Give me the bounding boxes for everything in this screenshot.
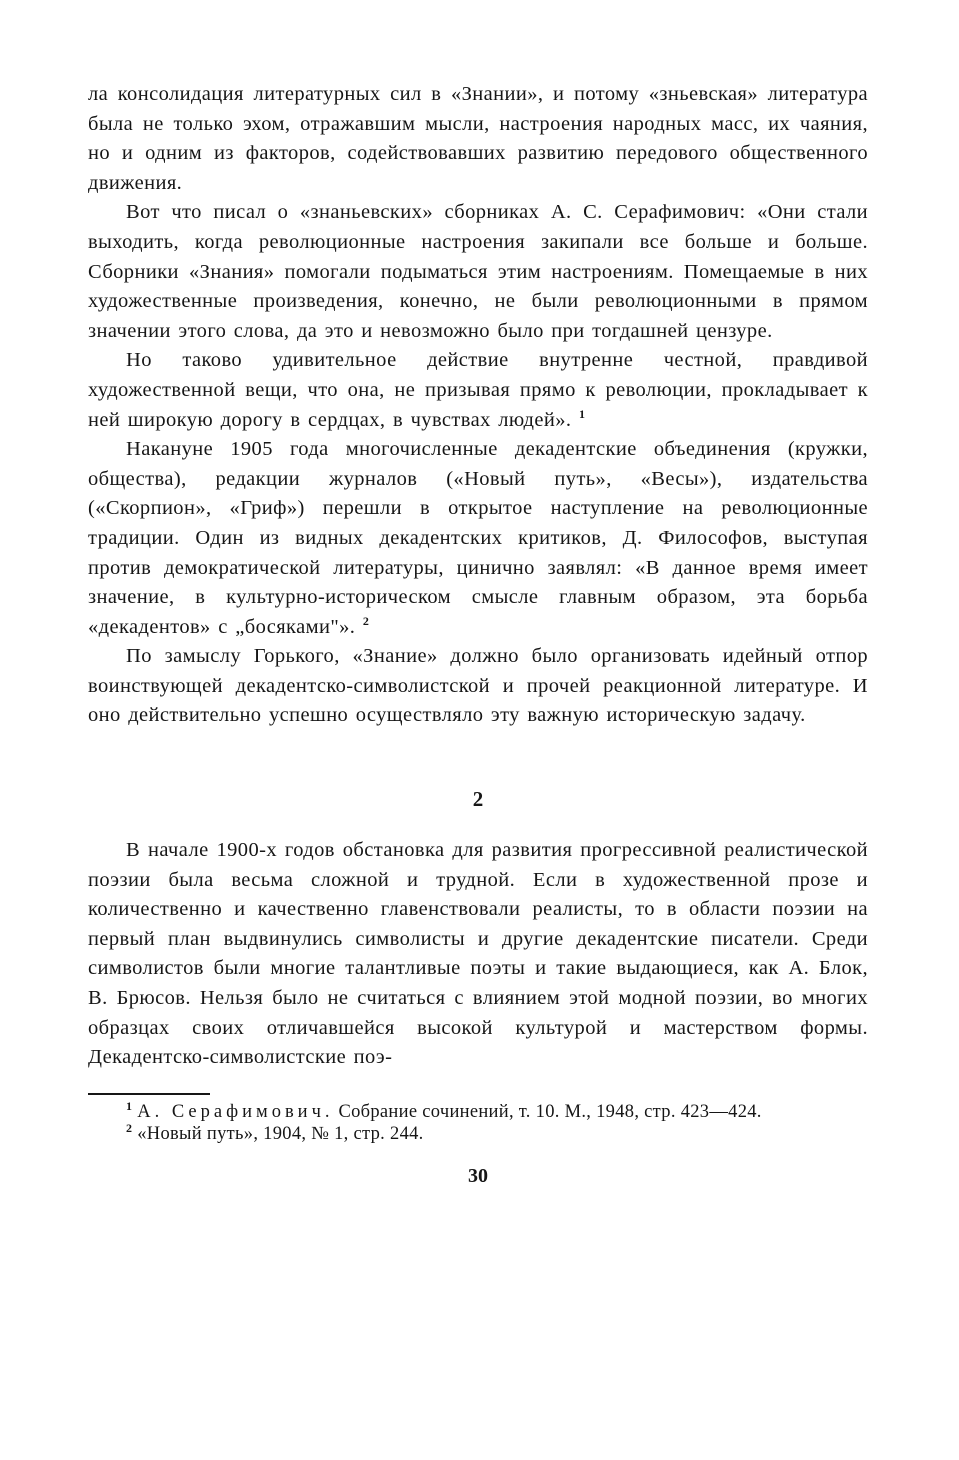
paragraph-2 — [88, 198, 868, 346]
section-number: 2 — [472, 787, 484, 812]
footnote-2 — [88, 1120, 868, 1145]
paragraph-2-text: Вот что писал о «знаньевских» сборниках А. С. Серафимович: «Они стали выходить, когда революционные настроения закипали все больше и больше. Сборники «Знания» помогали подыматься этим настроениям. Помещаемые в них художественные произведения, конечно, не были революционными в прямом значении этого слова, да это и невозможно было при тогдашней цензуре. — [88, 201, 868, 342]
section-paragraph-text: В начале 1900-х годов обстановка для развития прогрессивной реалистической поэзии была весьма сложной и трудной. Если в художественной прозе и количественно и качественно главенствовали реалисты, то в области поэзии на первый план выдвинулись символисты и другие декадентские писатели. Среди символистов были многие талантливые поэты и такие выдающиеся, как А. Блок, В. Брюсов. Нельзя было не считаться с влиянием этой модной поэзии, во многих образцах своих отличавшейся высокой культурой и мастерством формы. Декадентско-символистские поэ- — [88, 839, 868, 1069]
footnote-ref-1: 1 — [578, 406, 586, 421]
paragraph-1 — [88, 80, 868, 198]
section-paragraph — [88, 836, 868, 1073]
paragraph-4 — [88, 435, 868, 642]
page-number: 30 — [468, 1164, 488, 1187]
footnote-1-mark: 1 — [126, 1098, 133, 1113]
footnote-1-author: А. Серафимович. — [137, 1101, 334, 1122]
footnote-1 — [88, 1098, 868, 1123]
book-page — [88, 80, 868, 1188]
footnote-ref-2: 2 — [362, 613, 370, 628]
paragraph-3 — [88, 346, 868, 435]
paragraph-5 — [88, 642, 868, 731]
footnote-2-mark: 2 — [126, 1120, 133, 1135]
paragraph-4-text: Накануне 1905 года многочисленные декадентские объединения (кружки, общества), редакции журналов («Новый путь», «Весы»), издательства («Скорпион», «Гриф») перешли в открытое наступление на революционные традиции. Один из видных декадентских критиков, Д. Философов, выступая против демократической литературы, цинично заявлял: «В данное время имеет значение, в культурно-историческом смысле главным образом, эта борьба «декадентов» с „босяками"». — [88, 438, 868, 638]
footnote-2-text: «Новый путь», 1904, № 1, стр. 244. — [137, 1123, 424, 1144]
paragraph-3-text: Но таково удивительное действие внутренне честной, правдивой художественной вещи, что она, не призывая прямо к революции, прокладывает к ней широкую дорогу в сердцах, в чувствах людей». — [88, 349, 868, 431]
paragraph-5-text: По замыслу Горького, «Знание» должно было организовать идейный отпор воинствующей декадентско-символистской и прочей реакционной литературе. И оно действительно успешно осуществляло эту важную историческую задачу. — [88, 645, 868, 727]
footnote-1-text: Собрание сочинений, т. 10. М., 1948, стр. 423—424. — [338, 1101, 762, 1122]
paragraph-1-text: ла консолидация литературных сил в «Знании», и потому «зньевская» литература была не только эхом, отражавшим мысли, настроения народных масс, их чаяния, но и одним из факторов, содействовавших развитию передового общественного движения. — [88, 83, 868, 194]
footnote-divider — [88, 1093, 210, 1095]
